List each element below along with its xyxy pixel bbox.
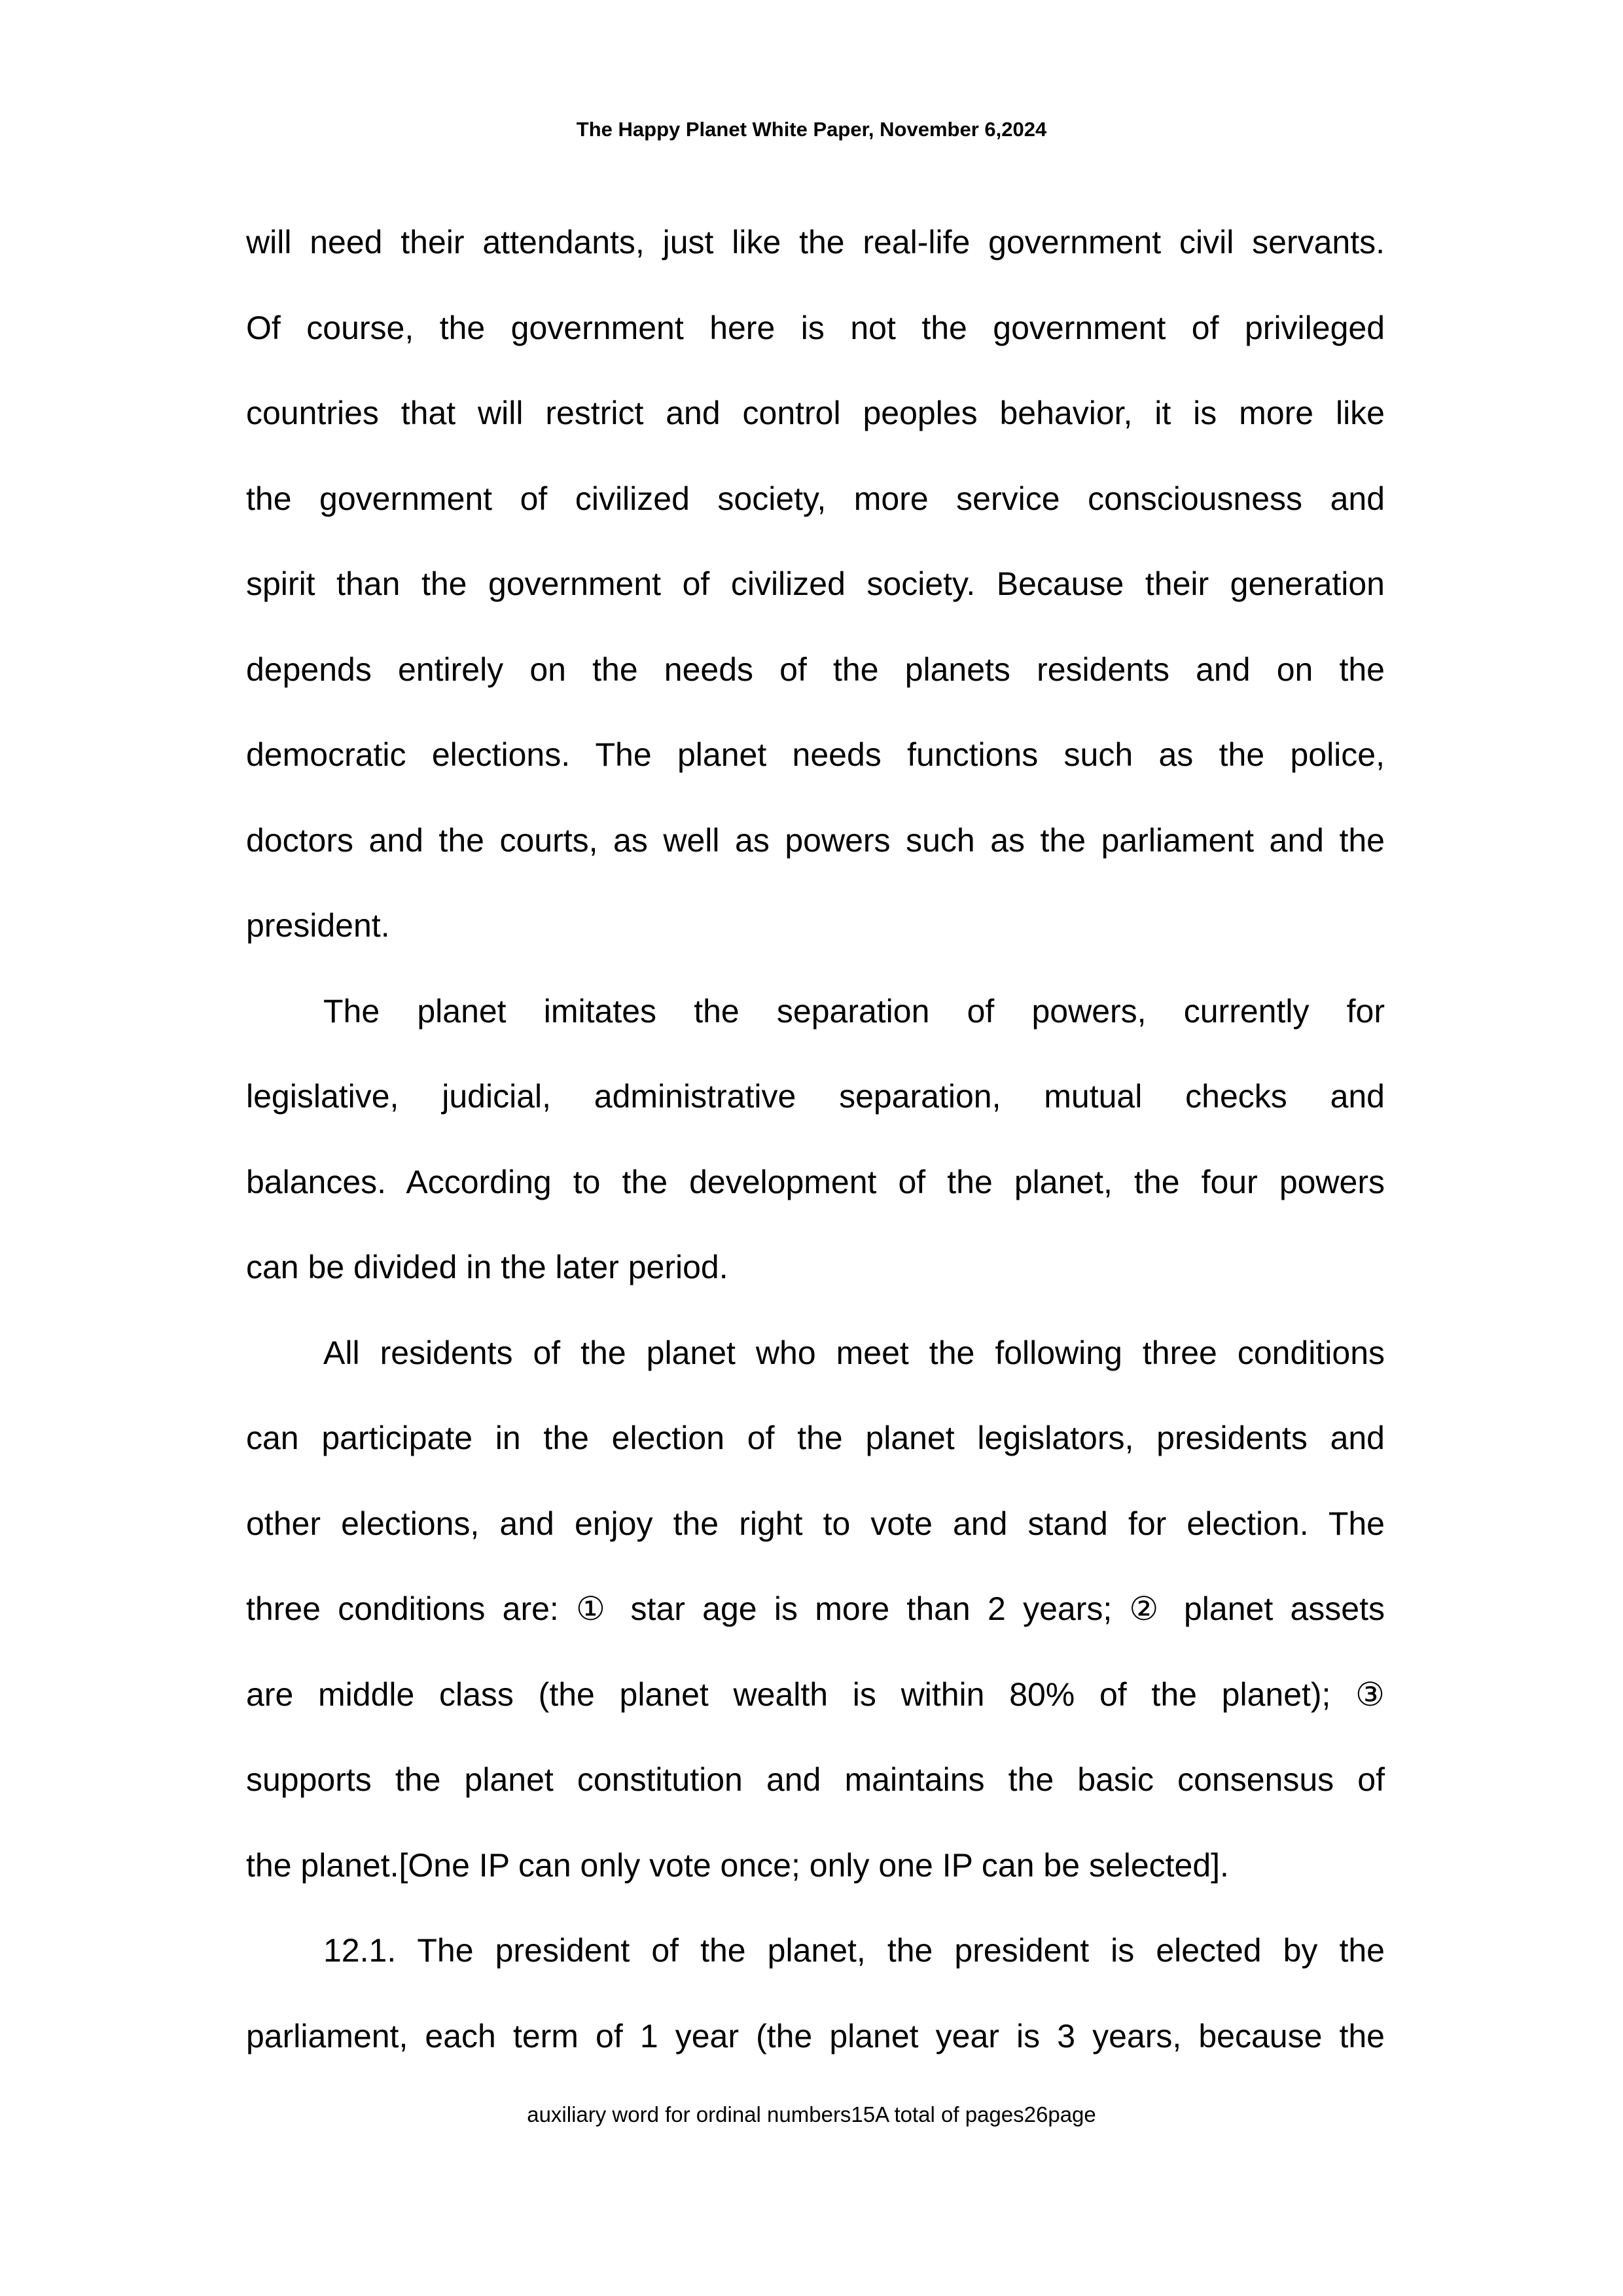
text-line: other elections, and enjoy the right to vote and stand for election. The — [246, 1505, 1385, 1542]
text-line: the planet.[One IP can only vote once; only one IP can be selected]. — [246, 1846, 1229, 1884]
page-footer: auxiliary word for ordinal numbers15A total of pages26page — [527, 2102, 1096, 2126]
text-line: the government of civilized society, more service consciousness and — [246, 480, 1385, 517]
text-line: are middle class (the planet wealth is within 80% of the planet); ③ — [246, 1676, 1385, 1713]
text-line: The planet imitates the separation of powers, currently for — [323, 992, 1385, 1030]
text-line: will need their attendants, just like the real-life government civil servants. — [246, 224, 1385, 260]
text-line: All residents of the planet who meet the following three conditions — [323, 1334, 1385, 1371]
text-line: 12.1. The president of the planet, the president is elected by the — [323, 1932, 1385, 1969]
text-line: doctors and the courts, as well as powers such as the parliament and the — [246, 821, 1385, 859]
text-line: depends entirely on the needs of the planets residents and on the — [246, 651, 1385, 688]
page-header: The Happy Planet White Paper, November 6,2024 — [576, 118, 1047, 141]
text-line: balances. According to the development of the planet, the four powers — [246, 1163, 1385, 1200]
document-body — [246, 216, 1385, 2095]
text-line: supports the planet constitution and maintains the basic consensus of — [246, 1761, 1385, 1798]
text-line: parliament, each term of 1 year (the planet year is 3 years, because the — [246, 2017, 1385, 2054]
text-line: spirit than the government of civilized society. Because their generation — [246, 565, 1385, 602]
text-line: three conditions are: ① star age is more than 2 years; ② planet assets — [246, 1590, 1385, 1627]
text-line: countries that will restrict and control peoples behavior, it is more like — [246, 395, 1385, 431]
text-line: president. — [246, 907, 390, 944]
text-line: Of course, the government here is not the government of privileged — [246, 309, 1385, 346]
text-line: democratic elections. The planet needs functions such as the police, — [246, 736, 1385, 773]
text-line: can participate in the election of the planet legislators, presidents and — [246, 1420, 1385, 1456]
text-line: legislative, judicial, administrative separation, mutual checks and — [246, 1078, 1385, 1115]
text-line: can be divided in the later period. — [246, 1249, 728, 1285]
